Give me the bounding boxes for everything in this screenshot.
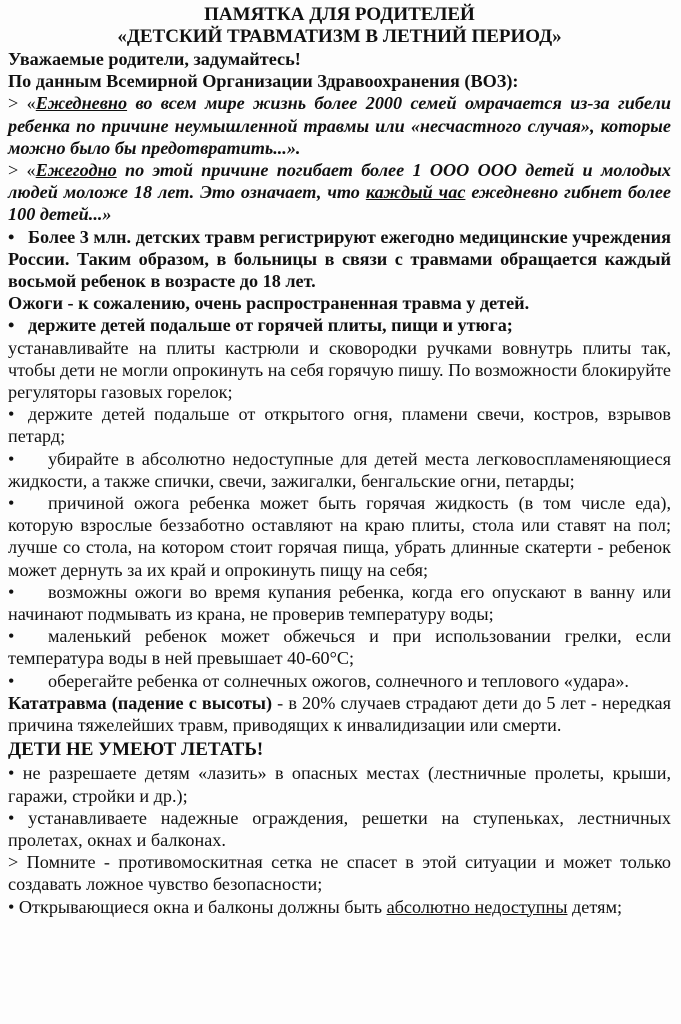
list-item — [8, 670, 671, 692]
list-item-text: устанавливаете надежные ограждения, решетки на ступеньках, лестничных пролетах, окнах и балконах. — [8, 807, 672, 850]
bullet-icon: • — [8, 404, 15, 425]
windows-text-b: детям; — [567, 896, 623, 917]
quote-yearly-underlined: каждый час — [365, 182, 466, 203]
greeting: Уважаемые родители, задумайтесь! — [8, 49, 301, 69]
bullet-icon: • — [8, 226, 15, 247]
burns-heading: Ожоги - к сожалению, очень распространенная травма у детей. — [8, 293, 530, 314]
list-item — [8, 625, 671, 669]
fly-list — [8, 762, 671, 851]
list-item-text: маленький ребенок может обжечься и при использовании грелки, если температура воды в ней превышает 40-60°С; — [8, 626, 671, 669]
stats-text: Более 3 млн. детских травм регистрируют ежегодно медицинские учреждения России. Таким образом, в больницы в связи с травмами обращается каждый восьмой ребенок в возрасте до 18 лет. — [8, 226, 671, 292]
quote-marker: > « — [8, 160, 36, 181]
quote-yearly-text-b: ежедневно гибнет более 100 детей...» — [8, 182, 671, 225]
list-item-text: не разрешаете детям «лазить» в опасных местах (лестничные пролеты, крыши, гаражи, стройки и др.); — [8, 763, 672, 806]
list-item — [8, 403, 671, 447]
burns-text: устанавливайте на плиты кастрюли и сковородки ручками вовнутрь плиты так, чтобы дети не могли опрокинуть на себя горячую пишу. По возможности блокируйте регуляторы газовых горелок; — [8, 337, 671, 403]
fly-heading: ДЕТИ НЕ УМЕЮТ ЛЕТАТЬ! — [8, 739, 264, 761]
quote-yearly — [8, 159, 671, 226]
falls-paragraph — [8, 692, 671, 736]
list-item-text: держите детей подальше от открытого огня, пламени свечи, костров, взрывов петард; — [8, 404, 671, 447]
list-item — [8, 581, 671, 625]
burns-list — [8, 403, 671, 692]
title-line-2: «ДЕТСКИЙ ТРАВМАТИЗМ В ЛЕТНИЙ ПЕРИОД» — [117, 26, 562, 47]
list-item-text: убирайте в абсолютно недоступные для детей места легковоспламеняющиеся жидкости, а также спички, свечи, зажигалки, бенгальские огни, петарды; — [8, 448, 671, 491]
net-note: > Помните - противомоскитная сетка не спасет в этой ситуации и может только создавать ложное чувство безопасности; — [8, 852, 671, 895]
quote-yearly-emphasis: Ежегодно — [35, 160, 117, 181]
list-item — [8, 762, 671, 806]
bullet-icon: • — [8, 315, 15, 336]
list-item — [8, 807, 671, 851]
bullet-icon: • — [8, 896, 15, 917]
bullet-icon: • — [8, 581, 15, 602]
burns-bold-item-text: держите детей подальше от горячей плиты, пищи и утюга; — [28, 315, 513, 336]
document-title — [8, 4, 671, 48]
title-line-1: ПАМЯТКА ДЛЯ РОДИТЕЛЕЙ — [204, 4, 475, 25]
windows-underlined: абсолютно недоступны — [386, 896, 568, 917]
bullet-icon: • — [8, 763, 15, 784]
quote-daily-text: во всем мире жизнь более 2000 семей омрачается из-за гибели ребенка по причине неумышленной травмы или «несчастного случая», которые можно было бы предотвратить...». — [8, 93, 671, 158]
falls-bold: Кататравма (падение с высоты) — [8, 692, 273, 713]
quote-daily-emphasis: Ежедневно — [35, 93, 128, 114]
list-item-text: причиной ожога ребенка может быть горячая жидкость (в том числе еда), которую взрослые беззаботно оставляют на краю плиты, стола или ставят на пол; лучше со стола, на котором стоит горячая пища, убрать длинные скатерти - ребенок может дернуть за их край и опрокинуть пищу на себя; — [8, 493, 671, 580]
list-item-text: оберегайте ребенка от солнечных ожогов, солнечного и теплового «удара». — [48, 670, 629, 691]
who-intro: По данным Всемирной Организации Здравоохранения (ВОЗ): — [8, 71, 519, 92]
windows-text-a: Открывающиеся окна и балконы должны быть — [18, 896, 387, 917]
bullet-icon: • — [8, 670, 15, 691]
quote-daily — [8, 92, 671, 159]
bullet-icon: • — [8, 493, 15, 514]
list-item-text: возможны ожоги во время купания ребенка, когда его опускают в ванну или начинают подмывать из крана, не проверив температуру воды; — [8, 581, 671, 625]
falls-text: - в 20% случаев страдают дети до 5 лет - нередкая причина тяжелейших травм, приводящих к инвалидизации или смерти. — [8, 692, 671, 736]
quote-yearly-text-a: по этой причине погибает более 1 ООО ООО детей и молодых людей моложе 18 лет. Это означает, что — [8, 160, 671, 203]
bullet-icon: • — [8, 448, 15, 469]
windows-paragraph — [8, 896, 671, 918]
stats-paragraph — [8, 226, 671, 293]
bullet-icon: • — [8, 626, 15, 647]
bullet-icon: • — [8, 807, 15, 828]
quote-marker: > « — [8, 93, 36, 114]
list-item — [8, 448, 671, 492]
burns-bold-item — [8, 314, 671, 336]
list-item — [8, 492, 671, 581]
